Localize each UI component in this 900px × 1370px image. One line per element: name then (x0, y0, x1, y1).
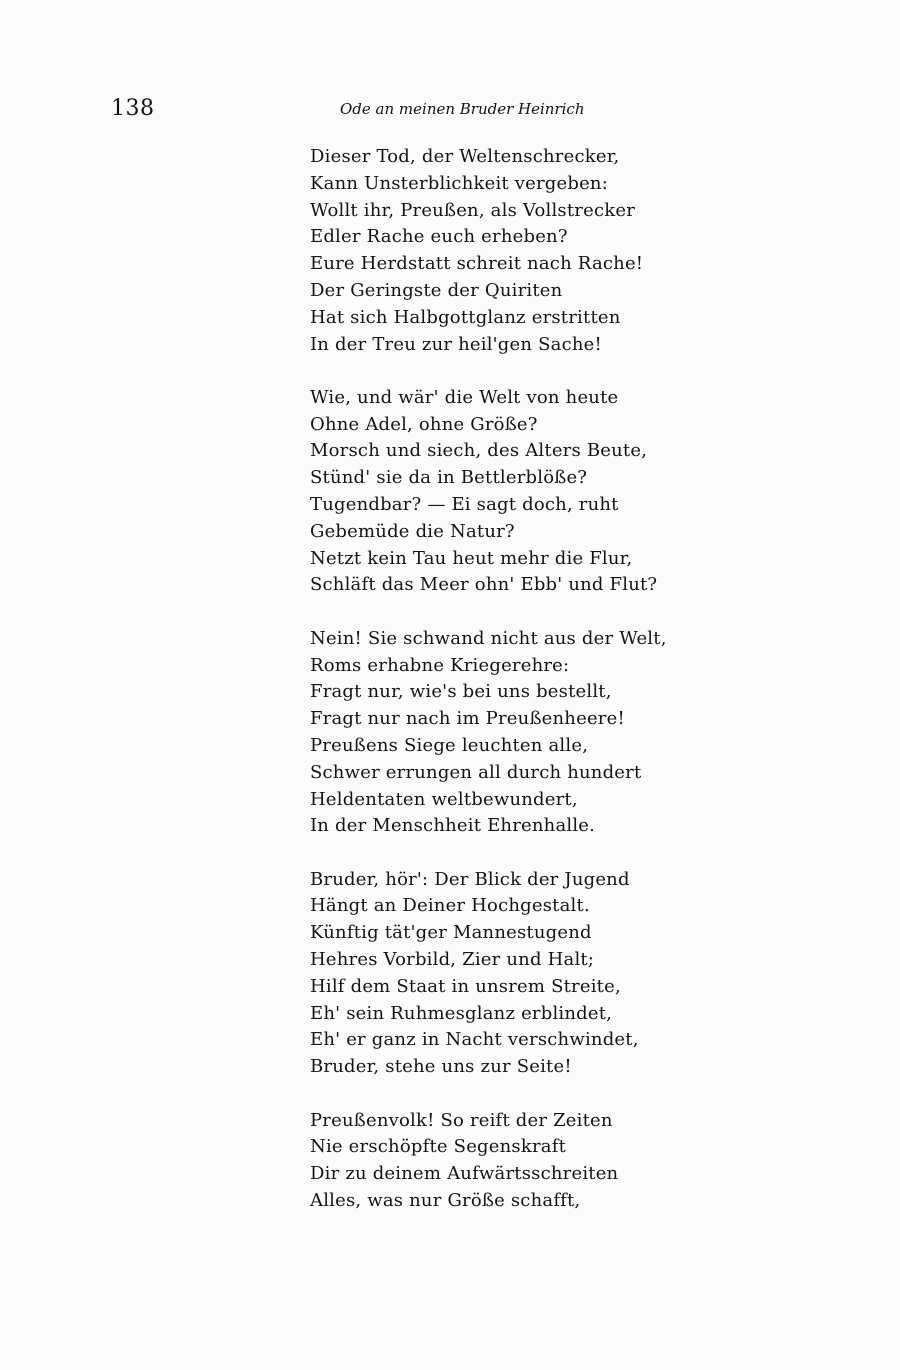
poem-line: Fragt nur nach im Preußenheere! (310, 708, 625, 730)
poem-line: In der Menschheit Ehrenhalle. (310, 815, 596, 837)
poem-line: Hängt an Deiner Hochgestalt. (310, 895, 590, 917)
poem-line: Schläft das Meer ohn' Ebb' und Flut? (310, 574, 658, 596)
page-number: 138 (111, 96, 155, 121)
poem-line: Bruder, stehe uns zur Seite! (310, 1056, 572, 1078)
poem-line: Alles, was nur Größe schafft, (310, 1189, 581, 1211)
poem-line: Hehres Vorbild, Zier und Halt; (310, 949, 595, 971)
poem-line: Hat sich Halbgottglanz erstritten (310, 306, 621, 328)
poem-line: Fragt nur, wie's bei uns bestellt, (310, 681, 612, 703)
stanza-5 (310, 1108, 730, 1215)
poem-line: Roms erhabne Kriegerehre: (310, 654, 570, 676)
poem-line: Wie, und wär' die Welt von heute (310, 386, 619, 408)
poem-line: Heldentaten weltbewundert, (310, 788, 578, 810)
poem-line: Eure Herdstatt schreit nach Rache! (310, 253, 644, 275)
poem-line: Preußens Siege leuchten alle, (310, 734, 589, 756)
stanza-4 (310, 867, 730, 1081)
stanza-1 (310, 144, 730, 358)
poem-line: Tugendbar? — Ei sagt doch, ruht (310, 494, 619, 516)
poem-line: Ohne Adel, ohne Größe? (310, 413, 538, 435)
poem (310, 144, 730, 1241)
running-head: Ode an meinen Bruder Heinrich (340, 100, 585, 118)
poem-line: Nein! Sie schwand nicht aus der Welt, (310, 627, 667, 649)
stanza-2 (310, 385, 730, 599)
poem-line: Schwer errungen all durch hundert (310, 761, 642, 783)
poem-line: In der Treu zur heil'gen Sache! (310, 333, 602, 355)
poem-line: Preußenvolk! So reift der Zeiten (310, 1109, 613, 1131)
stanza-3 (310, 626, 730, 840)
poem-line: Netzt kein Tau heut mehr die Flur, (310, 547, 633, 569)
poem-line: Wollt ihr, Preußen, als Vollstrecker (310, 199, 635, 221)
poem-line: Stünd' sie da in Bettlerblöße? (310, 467, 588, 489)
poem-line: Morsch und siech, des Alters Beute, (310, 440, 648, 462)
poem-line: Eh' sein Ruhmesglanz erblindet, (310, 1002, 613, 1024)
poem-line: Gebemüde die Natur? (310, 520, 515, 542)
poem-line: Bruder, hör': Der Blick der Jugend (310, 868, 630, 890)
poem-line: Künftig tät'ger Mannestugend (310, 922, 592, 944)
poem-line: Edler Rache euch erheben? (310, 226, 568, 248)
poem-line: Hilf dem Staat in unsrem Streite, (310, 975, 621, 997)
poem-line: Nie erschöpfte Segenskraft (310, 1136, 567, 1158)
poem-line: Kann Unsterblichkeit vergeben: (310, 172, 608, 194)
poem-line: Dieser Tod, der Weltenschrecker, (310, 146, 620, 167)
poem-line: Eh' er ganz in Nacht verschwindet, (310, 1029, 639, 1051)
poem-line: Der Geringste der Quiriten (310, 279, 563, 301)
poem-line: Dir zu deinem Aufwärtsschreiten (310, 1163, 619, 1185)
